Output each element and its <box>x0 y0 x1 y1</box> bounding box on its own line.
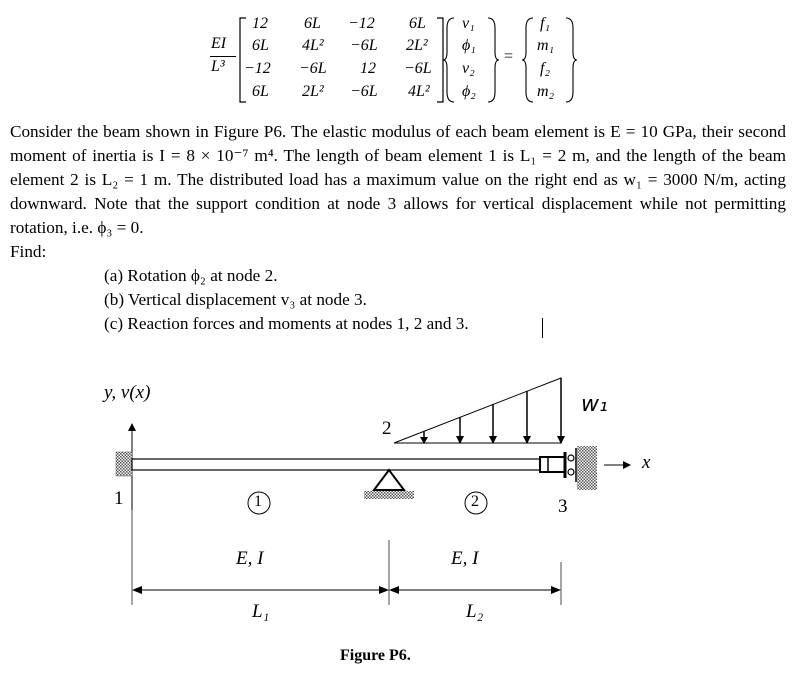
figure-caption: Figure P6. <box>340 647 411 664</box>
matrix-cell-r2c1: 6L <box>252 37 269 54</box>
matrix-cell-r3c2: −6L <box>299 60 327 77</box>
element-1-label: 1 <box>254 493 262 510</box>
matrix-cell-r1c2: 6L <box>304 15 321 32</box>
matrix-cell-r4c2: 2L² <box>302 83 324 100</box>
x-axis-label: x <box>642 452 651 473</box>
node-3-label: 3 <box>558 496 568 517</box>
element-2-properties: E, I <box>451 548 479 569</box>
beam <box>132 459 565 470</box>
element-2-label: 2 <box>471 493 479 510</box>
factor-denominator: L³ <box>211 58 225 75</box>
force-f2: f₂ <box>540 60 551 77</box>
dimension-L1 <box>132 586 389 594</box>
question-a: (a) Rotation ϕ₂ at node 2. <box>104 266 278 285</box>
force-m2: m₂ <box>537 83 555 100</box>
pin-support-node2 <box>374 470 404 490</box>
dimension-L2 <box>389 586 561 594</box>
load-label: w₁ <box>581 392 608 417</box>
node-1-label: 1 <box>114 488 124 509</box>
matrix-cell-r1c3: −12 <box>348 15 375 32</box>
matrix-cell-r2c3: −6L <box>350 37 378 54</box>
matrix-cell-r3c4: −6L <box>404 60 432 77</box>
force-m1: m₁ <box>537 37 555 54</box>
distributed-load <box>394 378 565 444</box>
question-c: (c) Reaction forces and moments at nodes 1, 2 and 3. <box>104 314 469 333</box>
matrix-cell-r2c4: 2L² <box>406 37 428 54</box>
matrix-cell-r1c1: 12 <box>252 15 268 32</box>
find-label: Find: <box>10 242 47 261</box>
problem-paragraph: Consider the beam shown in Figure P6. The elastic modulus of each beam element is E = 10 GPa, their second moment of inertia is I = 8 × 10⁻⁷ m⁴. The length of beam element 1 is L₁ = 2 m, and the length of the beam element 2 is L₂ = 1 m. The distributed load has a maximum value on the right end as w₁ = 3000 N/m, acting downward. Note that the support condition at node 3 allows for vertical displacement while not permitting rotation, i.e. ϕ₃ = 0. <box>10 122 786 237</box>
fixed-wall-node1 <box>116 452 132 476</box>
disp-phi2: ϕ₂ <box>462 83 476 100</box>
guided-support-node3 <box>540 446 597 490</box>
length-L2-label: L₂ <box>466 601 484 622</box>
element-1-properties: E, I <box>236 548 264 569</box>
matrix-cell-r4c1: 6L <box>252 83 269 100</box>
disp-v2: v₂ <box>462 60 475 77</box>
pin-support-ground <box>364 491 414 499</box>
equals-sign: = <box>504 48 514 65</box>
disp-phi1: ϕ₁ <box>462 37 476 54</box>
length-L1-label: L₁ <box>252 601 270 622</box>
matrix-cell-r1c4: 6L <box>409 15 426 32</box>
matrix-cell-r4c3: −6L <box>350 83 378 100</box>
y-axis-label: y, v(x) <box>104 382 151 403</box>
factor-numerator: EI <box>211 35 227 52</box>
force-f1: f₁ <box>540 15 551 32</box>
matrix-cell-r2c2: 4L² <box>302 37 324 54</box>
matrix-cell-r3c3: 12 <box>360 60 376 77</box>
matrix-cell-r4c4: 4L² <box>408 83 430 100</box>
question-b: (b) Vertical displacement v₃ at node 3. <box>104 290 367 309</box>
matrix-cell-r3c1: −12 <box>244 60 271 77</box>
disp-v1: v₁ <box>462 15 475 32</box>
node-2-label: 2 <box>382 418 392 439</box>
